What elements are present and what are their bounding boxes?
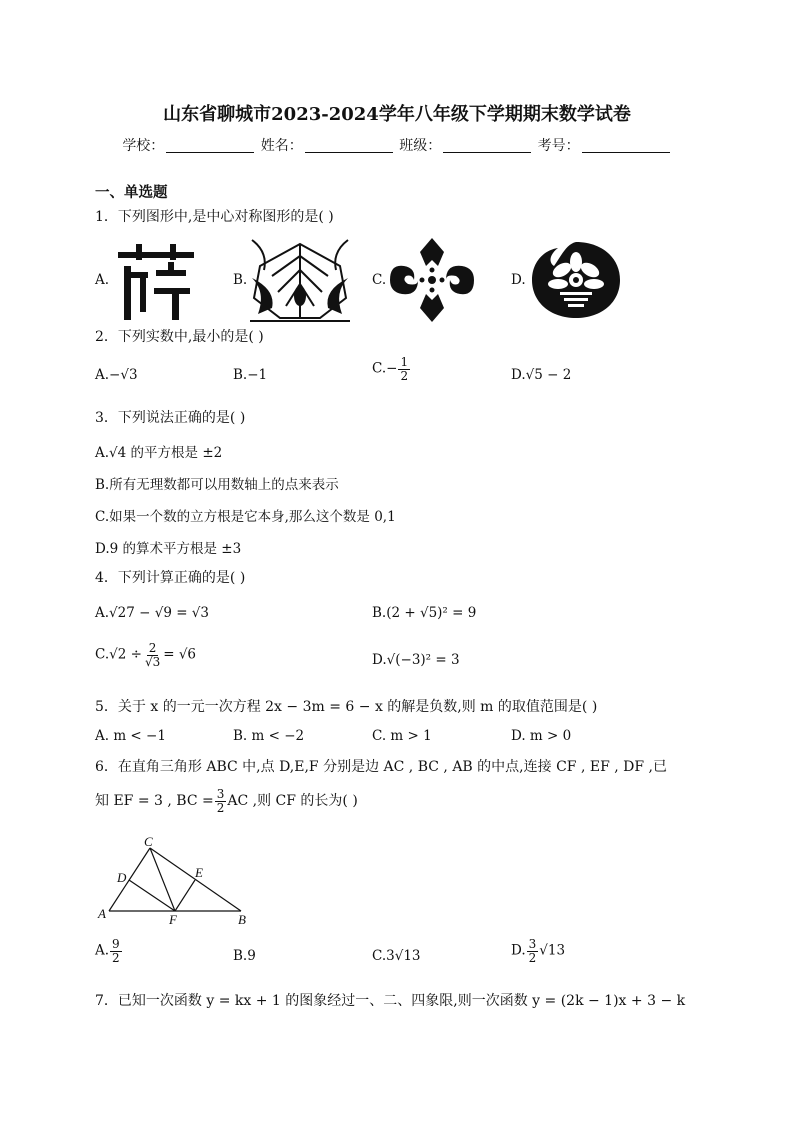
q2-option-a: A.−√3 — [95, 367, 138, 383]
name-blank — [305, 138, 393, 153]
side-ac — [109, 848, 150, 911]
q2-c-denominator: 2 — [400, 368, 409, 383]
q2-option-b: B.−1 — [233, 367, 268, 383]
q5-option-b: B. m < −2 — [233, 728, 305, 744]
q2-option-c-prefix: C.− — [372, 360, 398, 377]
q4-option-c — [95, 642, 196, 668]
q5-option-d: D. m > 0 — [511, 728, 572, 744]
label-c: C — [144, 834, 153, 849]
q2-c-numerator: 1 — [400, 355, 409, 369]
q6-option-b: B.9 — [233, 948, 256, 964]
q4-c-numerator: 2 — [148, 641, 157, 655]
q1-option-c-label: C. — [372, 272, 387, 288]
q6-a-numerator: 9 — [112, 937, 120, 951]
school-blank — [166, 138, 254, 153]
triangle-figure — [95, 834, 255, 927]
q5-option-a: A. m < −1 — [95, 728, 166, 744]
question-2-stem: 2．下列实数中,最小的是( ) — [95, 329, 264, 345]
exam-number-label: 考号： — [537, 138, 580, 154]
student-info-line — [0, 135, 794, 155]
q2-option-d: D.√5 − 2 — [511, 367, 572, 383]
q3-option-d: D.9 的算术平方根是 ±3 — [95, 541, 242, 557]
symmetry-figure-d-icon — [530, 240, 622, 320]
q1-option-a-label: A. — [95, 272, 110, 288]
q3-option-c: C.如果一个数的立方根是它本身,那么这个数是 0,1 — [95, 509, 396, 525]
q6-stem-prefix: 知 EF = 3 , BC = — [95, 793, 214, 810]
q3-option-a: A.√4 的平方根是 ±2 — [95, 445, 223, 461]
label-f: F — [169, 912, 177, 927]
q4-option-c-suffix: = √6 — [163, 646, 197, 663]
symmetry-figure-c-icon — [388, 236, 476, 324]
q6-option-a-prefix: A. — [95, 942, 110, 959]
q6-stem-suffix: AC ,则 CF 的长为( ) — [227, 793, 358, 810]
q6-option-d-fraction — [527, 938, 539, 964]
exam-number-blank — [582, 138, 670, 153]
q4-option-c-prefix: C.√2 ÷ — [95, 646, 142, 663]
symmetry-figure-b-icon — [250, 236, 350, 322]
q4-c-denominator: √3 — [144, 654, 161, 669]
q2-option-c-fraction — [398, 356, 410, 382]
q6-option-c: C.3√13 — [372, 948, 421, 964]
question-5-stem: 5．关于 x 的一元一次方程 2x − 3m = 6 − x 的解是负数,则 m 的取值范围是( ) — [95, 699, 598, 715]
segment-df — [129, 880, 175, 911]
q6-d-denominator: 2 — [528, 950, 537, 965]
q6-option-d-prefix: D. — [511, 942, 526, 959]
q6-d-numerator: 3 — [528, 937, 537, 951]
label-b: B — [238, 912, 246, 927]
school-label: 学校： — [122, 138, 165, 154]
q4-option-c-fraction — [143, 642, 162, 668]
q1-option-b-label: B. — [233, 272, 248, 288]
q6-option-d — [511, 938, 565, 964]
segment-ef — [175, 880, 195, 911]
symmetry-figure-a-icon — [118, 244, 194, 320]
name-label: 姓名： — [260, 138, 303, 154]
q6-stem-denominator: 2 — [216, 800, 225, 815]
q6-a-denominator: 2 — [112, 950, 120, 965]
q4-option-a: A.√27 − √9 = √3 — [95, 605, 209, 621]
exam-title: 山东省聊城市2023-2024学年八年级下学期期末数学试卷 — [163, 104, 631, 125]
q4-option-b: B.(2 + √5)² = 9 — [372, 605, 477, 621]
q3-option-b: B.所有无理数都可以用数轴上的点来表示 — [95, 477, 339, 493]
q6-option-a — [95, 938, 123, 964]
section-heading: 一、单选题 — [95, 185, 168, 201]
q5-option-c: C. m > 1 — [372, 728, 432, 744]
q2-option-c — [372, 356, 411, 382]
label-d: D — [117, 870, 127, 885]
q6-option-a-fraction — [110, 938, 122, 964]
question-1-stem: 1．下列图形中,是中心对称图形的是( ) — [95, 209, 334, 225]
question-4-stem: 4．下列计算正确的是( ) — [95, 570, 246, 586]
q6-option-d-suffix: √13 — [539, 942, 566, 959]
label-a: A — [98, 906, 106, 921]
class-label: 班级： — [399, 138, 442, 154]
question-6-stem-line1: 6．在直角三角形 ABC 中,点 D,E,F 分别是边 AC , BC , AB 的中点,连接 CF , EF , DF ,已 — [95, 759, 667, 775]
q6-stem-numerator: 3 — [216, 787, 225, 801]
segment-cf — [150, 848, 175, 911]
question-7-stem: 7．已知一次函数 y = kx + 1 的图象经过一、二、四象限,则一次函数 y = (2k − 1)x + 3 − k — [95, 993, 686, 1009]
q1-option-d-label: D. — [511, 272, 526, 288]
q4-option-d: D.√(−3)² = 3 — [372, 652, 460, 668]
label-e: E — [195, 865, 203, 880]
question-3-stem: 3．下列说法正确的是( ) — [95, 410, 246, 426]
class-blank — [443, 138, 531, 153]
question-6-stem-line2 — [95, 788, 358, 814]
q6-stem-fraction — [215, 788, 227, 814]
